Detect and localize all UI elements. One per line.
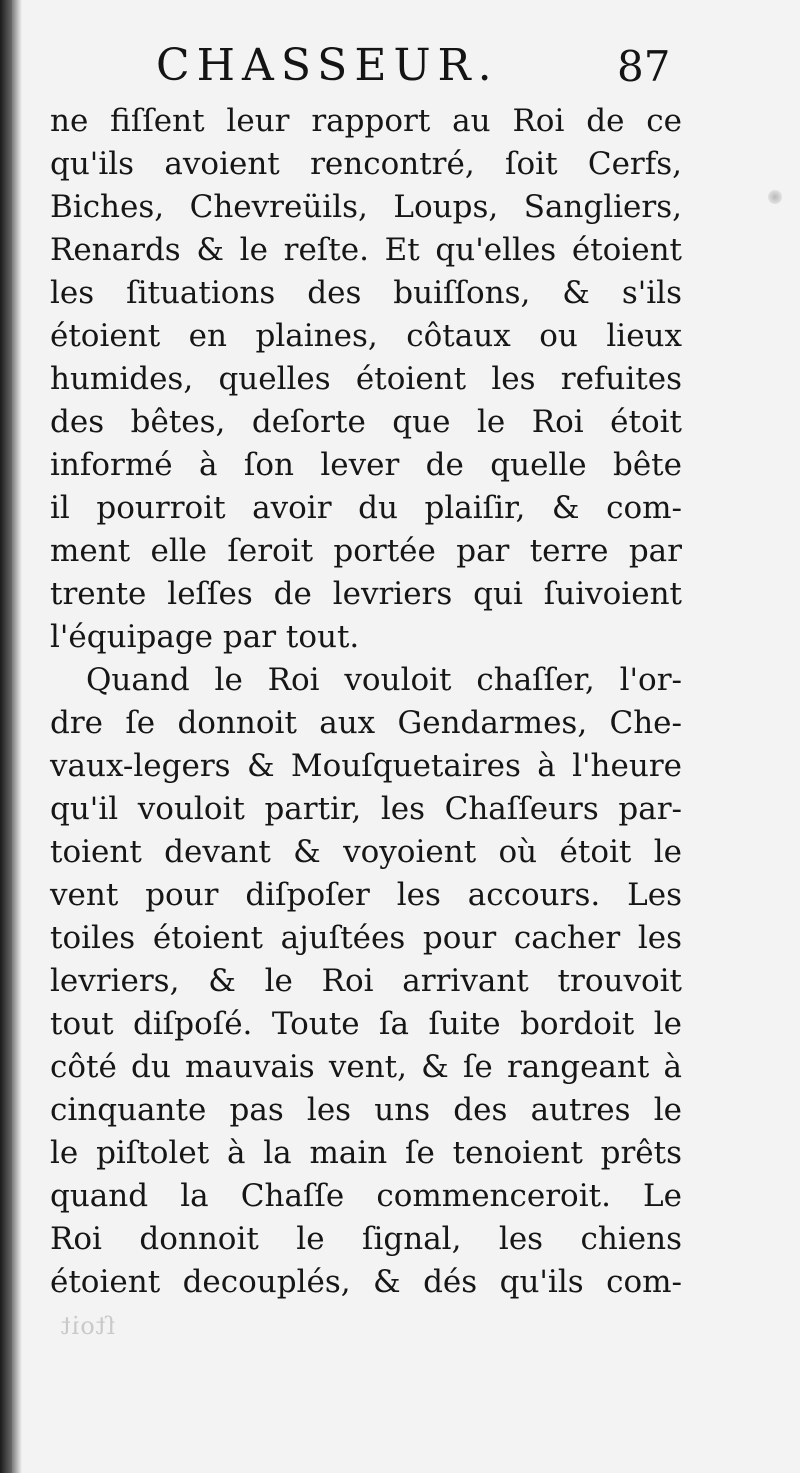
text-line: Quand le Roi vouloit chaſſer, l'or- — [86, 662, 682, 698]
page-number: 87 — [617, 42, 671, 91]
text-line: Roi donnoit le ſignal, les chiens — [50, 1221, 682, 1257]
text-line: vaux-legers & Mouſquetaires à l'heure — [50, 748, 682, 784]
text-line: dre ſe donnoit aux Gendarmes, Che- — [50, 705, 682, 741]
text-line: étoient decouplés, & dés qu'ils com- — [50, 1264, 682, 1300]
text-line: levriers, & le Roi arrivant trouvoit — [50, 963, 682, 999]
text-line: les ſituations des buiſſons, & s'ils — [50, 275, 682, 311]
text-line: des bêtes, deſorte que le Roi étoit — [50, 404, 682, 440]
paper-stain — [768, 190, 782, 204]
text-line: côté du mauvais vent, & ſe rangeant à — [50, 1049, 682, 1085]
text-line: il pourroit avoir du plaiſir, & com- — [50, 490, 682, 526]
text-line: Renards & le reſte. Et qu'elles étoient — [50, 232, 682, 268]
text-line: qu'ils avoient rencontré, ſoit Cerfs, — [50, 146, 682, 182]
page-gutter — [0, 0, 22, 1473]
page-header — [0, 38, 800, 98]
text-line: ment elle ſeroit portée par terre par — [50, 533, 682, 569]
text-line: vent pour diſpoſer les accours. Les — [50, 877, 682, 913]
text-line: ne fiſſent leur rapport au Roi de ce — [50, 103, 682, 139]
text-line: toient devant & voyoient où étoit le — [50, 834, 682, 870]
text-line: tout diſpoſé. Toute ſa ſuite bordoit le — [50, 1006, 682, 1042]
text-line: étoient en plaines, côtaux ou lieux — [50, 318, 682, 354]
bleed-through-text: ſtoit — [60, 1312, 116, 1340]
text-line: l'équipage par tout. — [50, 619, 360, 655]
text-line: qu'il vouloit partir, les Chaſſeurs par- — [50, 791, 682, 827]
text-line: le piſtolet à la main ſe tenoient prêts — [50, 1135, 682, 1171]
text-line: Biches, Chevreüils, Loups, Sangliers, — [50, 189, 682, 225]
text-line: humides, quelles étoient les refuites — [50, 361, 682, 397]
text-line: trente leſſes de levriers qui ſuivoient — [50, 576, 682, 612]
text-line: toiles étoient ajuſtées pour cacher les — [50, 920, 682, 956]
running-title: CHASSEUR. — [156, 40, 499, 91]
body-text — [50, 100, 682, 1304]
text-line: quand la Chaſſe commenceroit. Le — [50, 1178, 682, 1214]
text-line: cinquante pas les uns des autres le — [50, 1092, 682, 1128]
text-line: informé à ſon lever de quelle bête — [50, 447, 682, 483]
